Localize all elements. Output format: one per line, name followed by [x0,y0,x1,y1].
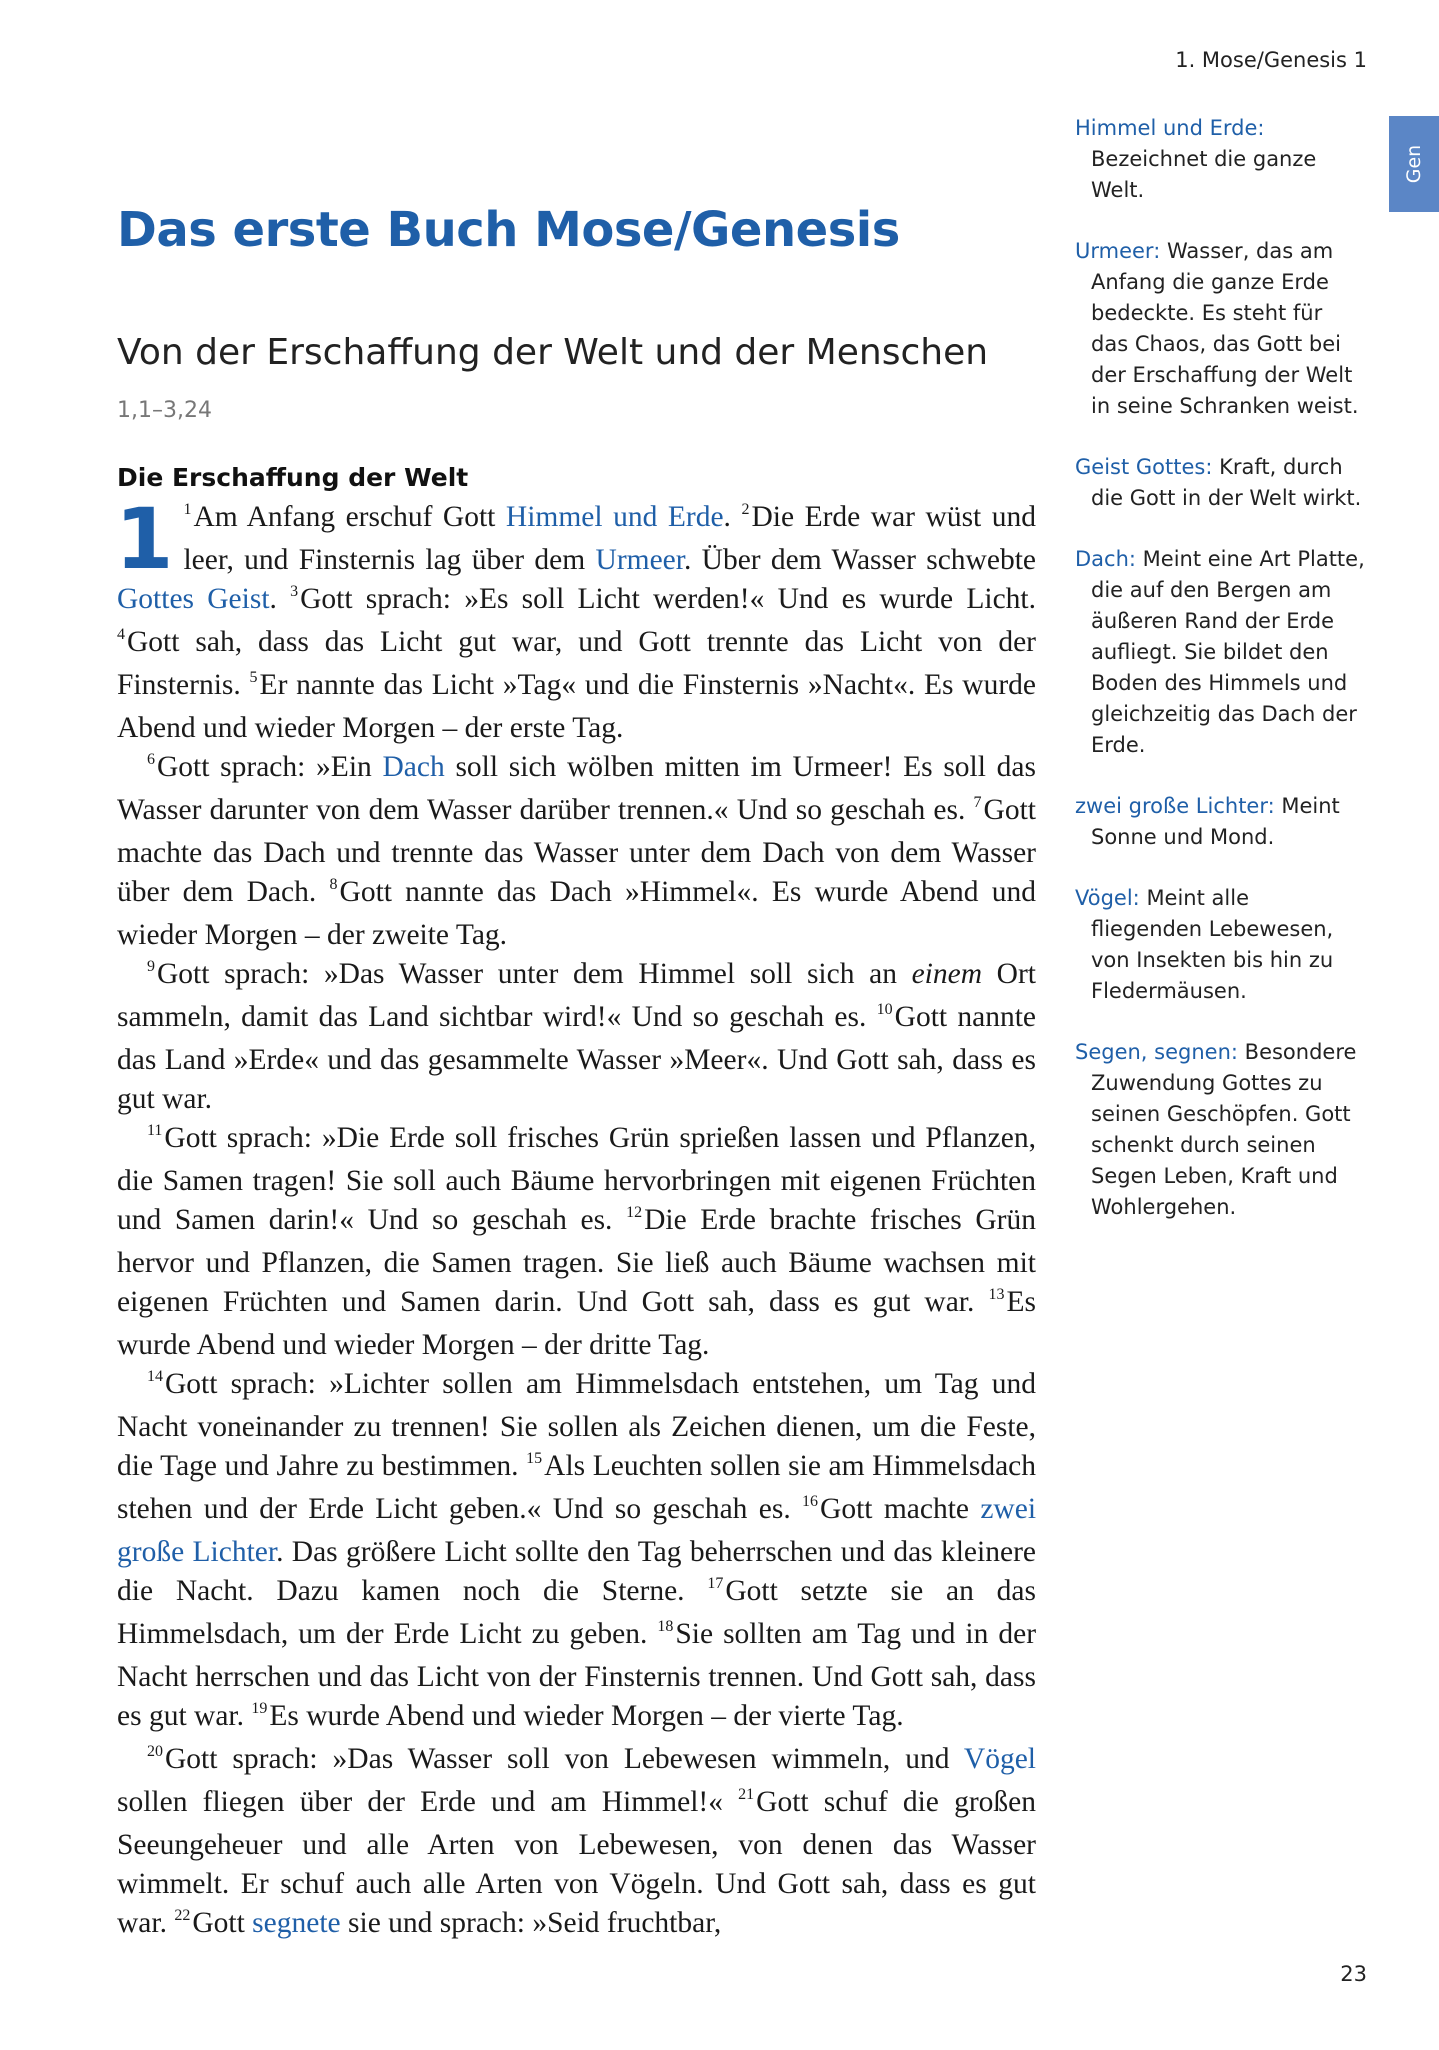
chapter-number: 1 [115,490,174,588]
verse-text: Ort sammeln, damit das Land sichtbar wird!« Und so geschah es. [117,958,1036,1033]
glossary-term-link[interactable]: Dach [382,751,445,783]
glossary-definition: Meint Sonne und Mond. [1091,794,1340,849]
verse-text: Gott sprach: »Ein [157,751,383,783]
verse-number: 20 [147,1743,163,1760]
verse-number: 16 [802,1493,819,1510]
verse-text: Gott sprach: »Das Wasser unter dem Himmel soll sich an [157,958,912,990]
verse-number: 6 [147,751,155,768]
glossary-term: zwei große Lichter: [1075,794,1275,818]
paragraph: 1 $^1$Am Anfang erschuf Gott Himmel und Erde. $^2$Die Erde war wüst und leer, und Finsternis lag über dem Urmeer. Über dem Wasser schwebte Gottes Geist. $^3$Gott sprach: »Es soll Licht werden!« Und es wurde Licht. $^4$Gott sah, dass das Licht gut war, und Gott trennte das Licht von der Finsternis. $^5$Er nannte das Licht »Tag« und die Finsternis »Nacht«. Es wurde Abend und wieder Morgen – der erste Tag. [115,490,1037,744]
verse-number: 9 [147,958,155,975]
verse-text: Gott sprach: »Die Erde soll frisches Grün sprießen lassen und Pflanzen, die Samen tragen! Sie soll auch Bäume hervorbringen mit eigenen Früchten und Samen darin!« Und so geschah es. [117,1122,1036,1236]
verse-text: sie und sprach: »Seid fruchtbar, [340,1907,722,1939]
glossary-definition: Meint alle fliegenden Lebewesen, von Insekten bis hin zu Fledermäusen. [1091,886,1334,1003]
book-tab-label: Gen [1403,144,1425,184]
book-title: Das erste Buch Mose/Genesis [117,202,900,258]
pericope-title: Die Erschaffung der Welt [117,463,469,492]
glossary-entry [1075,1037,1365,1223]
verse-number: 5 [249,669,258,686]
glossary-term: Segen, segnen: [1075,1040,1238,1064]
verse-number: 3 [290,583,299,600]
book-tab [1389,116,1439,212]
verse-text: sollen fliegen über der Erde und am Himmel!« [117,1786,723,1818]
verse-text: Gott sprach: »Lichter sollen am Himmelsdach entstehen, um Tag und Nacht voneinander zu trennen! Sie sollen als Zeichen dienen, um die Feste, die Tage und Jahre zu bestimmen. [117,1368,1036,1482]
section-range: 1,1–3,24 [117,398,212,423]
paragraph [117,1740,1036,1947]
glossary-definition: Kraft, durch die Gott in der Welt wirkt. [1091,455,1362,510]
verse-text: Gott machte [820,1493,981,1525]
verse-text: Gott sprach: »Es soll Licht werden!« Und es wurde Licht. [300,583,1036,615]
verse-text: Die Erde brachte frisches Grün hervor und Pflanzen, die Samen tragen. Sie ließ auch Bäume wachsen mit eigenen Früchten und Samen darin. Und Gott sah, dass es gut war. [117,1204,1036,1318]
verse-number: 4 [117,626,125,643]
glossary-term: Dach: [1075,547,1136,571]
glossary-definition: Meint eine Art Platte, die auf den Bergen am äußeren Rand der Erde aufliegt. Sie bildet den Boden des Himmels und gleichzeitig das Dach der Erde. [1091,547,1365,757]
glossary-term: Himmel und Erde: [1075,116,1265,140]
paragraph [117,955,1036,1119]
verse-text: Gott schuf die großen Seeungeheuer und alle Arten von Lebewesen, von denen das Wasser wimmelt. Er schuf auch alle Arten von Vögeln. Und Gott sah, dass es gut war. [117,1786,1037,1939]
glossary-definition: Besondere Zuwendung Gottes zu seinen Geschöpfen. Gott schenkt durch seinen Segen Leben, Kraft und Wohlergehen. [1091,1040,1357,1219]
verse-text: Gott [192,1907,253,1939]
verse-number: 22 [174,1907,191,1924]
verse-text: Als Leuchten sollen sie am Himmelsdach stehen und der Erde Licht geben.« Und so geschah es. [117,1450,1037,1525]
glossary-term-link[interactable]: Vögel [963,1743,1036,1775]
verse-text: Gott nannte das Land »Erde« und das gesammelte Wasser »Meer«. Und Gott sah, dass es gut war. [117,1001,1036,1115]
verse-text: . Über dem Wasser schwebte [683,544,1036,576]
glossary-term-link[interactable]: Gottes Geist [117,583,270,615]
verse-number: 7 [973,794,982,811]
verse-text: Gott machte das Dach und trennte das Wasser unter dem Dach von dem Wasser über dem Dach. [117,794,1036,908]
verse-number: 1 [183,501,192,518]
verse-number: 18 [657,1618,674,1635]
paragraph [117,1119,1036,1365]
glossary-entry [1075,452,1365,514]
glossary-entry [1075,113,1365,206]
verse-text: Gott setzte sie an das Himmelsdach, um der Erde Licht zu geben. [117,1575,1036,1650]
verse-text: Gott nannte das Dach »Himmel«. Es wurde Abend und wieder Morgen – der zweite Tag. [117,876,1037,951]
glossary-sidebar [1075,113,1365,1253]
verse-text: soll sich wölben mitten im Urmeer! Es soll das Wasser darunter von dem Wasser darüber trennen.« Und so geschah es. [117,751,1036,826]
glossary-definition: Wasser, das am Anfang die ganze Erde bedeckte. Es steht für das Chaos, das Gott bei der Erschaffung der Welt in seine Schranken weist. [1091,239,1359,418]
glossary-term: Vögel: [1075,886,1140,910]
verse-number: 14 [147,1368,163,1385]
glossary-term: Urmeer: [1075,239,1161,263]
glossary-entry [1075,791,1365,853]
verse-number: 10 [876,1001,893,1018]
glossary-term-link[interactable]: Urmeer [595,544,684,576]
verse-number: 11 [147,1122,163,1139]
glossary-term-link[interactable]: zwei große Lichter [117,1493,1037,1568]
verse-text: Am Anfang erschuf Gott [193,501,506,533]
verse-number: 13 [988,1286,1005,1303]
glossary-definition: Bezeichnet die ganze Welt. [1091,147,1317,202]
glossary-entry [1075,544,1365,761]
verse-number: 2 [741,501,750,518]
verse-number: 21 [738,1786,755,1803]
running-head: 1. Mose/Genesis 1 [1175,48,1367,72]
page-number: 23 [1340,1962,1367,1986]
verse-text: Es wurde Abend und wieder Morgen – der dritte Tag. [117,1286,1037,1361]
verse-text: Die Erde war wüst und leer, und Finsternis lag über dem [183,501,1037,576]
verse-number: 17 [707,1575,724,1592]
verse-number: 12 [626,1204,643,1221]
verse-text: . Das größere Licht sollte den Tag beherrschen und das kleinere die Nacht. Dazu kamen noch die Sterne. [117,1536,1036,1607]
verse-text: Es wurde Abend und wieder Morgen – der vierte Tag. [269,1700,904,1732]
verse-text: Er nannte das Licht »Tag« und die Finsternis »Nacht«. Es wurde Abend und wieder Morgen – der erste Tag. [117,669,1036,744]
verse-text: Gott sah, dass das Licht gut war, und Gott trennte das Licht von der Finsternis. [117,626,1036,701]
paragraph [117,1365,1036,1740]
glossary-term: Geist Gottes: [1075,455,1213,479]
glossary-entry [1075,236,1365,422]
paragraph [117,748,1036,955]
section-title: Von der Erschaffung der Welt und der Menschen [117,332,989,373]
glossary-entry [1075,883,1365,1007]
bible-text [115,490,1037,1947]
verse-number: 8 [329,876,338,893]
verse-number: 19 [251,1700,268,1717]
glossary-term-link[interactable]: segnete [252,1907,341,1939]
verse-text: Gott sprach: »Das Wasser soll von Lebewesen wimmeln, und [165,1743,964,1775]
emphasis: einem [911,958,983,990]
verse-number: 15 [526,1450,543,1467]
glossary-term-link[interactable]: Himmel und Erde [505,501,724,533]
verse-text: Sie sollten am Tag und in der Nacht herrschen und das Licht von der Finsternis trennen. Und Gott sah, dass es gut war. [117,1618,1037,1732]
